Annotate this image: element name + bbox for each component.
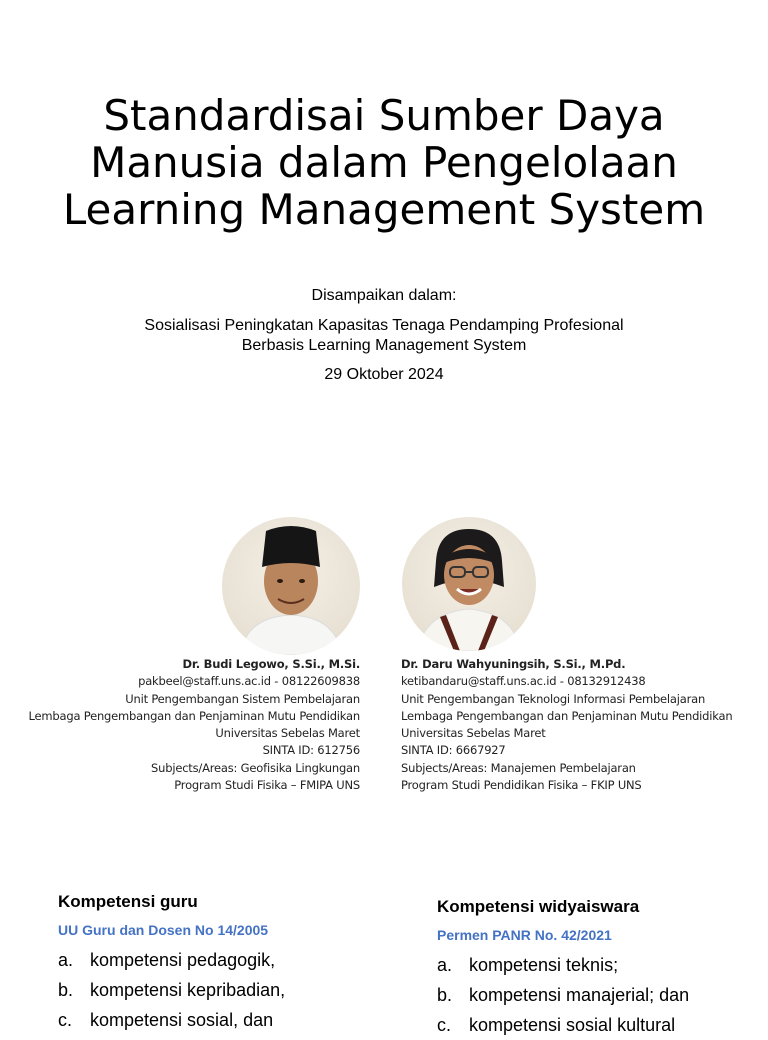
competency-heading: Kompetensi guru bbox=[58, 892, 198, 911]
title-line: Learning Management System bbox=[62, 185, 706, 234]
speaker-program: Program Studi Pendidikan Fisika – FKIP UNS bbox=[401, 778, 642, 793]
list-item-text: kompetensi pedagogik, bbox=[90, 950, 276, 970]
speaker-unit: Unit Pengembangan Sistem Pembelajaran bbox=[125, 691, 360, 706]
list-item-text: kompetensi kepribadian, bbox=[90, 980, 286, 1000]
slide-title bbox=[0, 92, 768, 233]
competency-list bbox=[437, 950, 689, 1040]
speaker-sinta: SINTA ID: 6667927 bbox=[401, 743, 506, 758]
list-marker: b. bbox=[437, 985, 453, 1005]
speaker-contact: ketibandaru@staff.uns.ac.id - 08132912438 bbox=[401, 674, 646, 689]
event-name-line1: Sosialisasi Peningkatan Kapasitas Tenaga Pendamping Profesional bbox=[144, 317, 624, 334]
competency-widyaiswara-section bbox=[437, 896, 689, 1040]
speaker-institute: Lembaga Pengembangan dan Penjaminan Mutu Pendidikan bbox=[28, 708, 360, 723]
list-marker: a. bbox=[437, 955, 453, 975]
title-line: Manusia dalam Pengelolaan bbox=[90, 138, 678, 187]
legal-reference: UU Guru dan Dosen No 14/2005 bbox=[58, 922, 269, 938]
speaker-institute: Lembaga Pengembangan dan Penjaminan Mutu Pendidikan bbox=[401, 708, 733, 723]
list-item-text: kompetensi manajerial; dan bbox=[469, 985, 690, 1005]
speaker-name: Dr. Budi Legowo, S.Si., M.Si. bbox=[182, 657, 360, 671]
list-item bbox=[437, 980, 689, 1010]
list-item bbox=[58, 975, 285, 1005]
speaker-university: Universitas Sebelas Maret bbox=[215, 726, 360, 741]
list-item bbox=[437, 1010, 689, 1040]
list-item-text: kompetensi teknis; bbox=[469, 955, 619, 975]
speaker-info-budi bbox=[29, 656, 360, 794]
speaker-name: Dr. Daru Wahyuningsih, S.Si., M.Pd. bbox=[401, 657, 626, 671]
speaker-program: Program Studi Fisika – FMIPA UNS bbox=[174, 778, 360, 793]
competency-list bbox=[58, 945, 285, 1035]
list-item bbox=[437, 950, 689, 980]
list-marker: c. bbox=[437, 1015, 452, 1035]
speaker-contact: pakbeel@staff.uns.ac.id - 08122609838 bbox=[138, 674, 360, 689]
competency-heading: Kompetensi widyaiswara bbox=[437, 897, 640, 916]
event-date: 29 Oktober 2024 bbox=[324, 366, 444, 383]
competency-guru-section bbox=[58, 891, 285, 1035]
title-line: Standardisai Sumber Daya bbox=[103, 91, 665, 140]
list-item-text: kompetensi sosial kultural bbox=[469, 1015, 676, 1035]
list-item bbox=[58, 1005, 285, 1035]
list-item bbox=[58, 945, 285, 975]
speaker-photo-budi bbox=[222, 517, 360, 655]
list-marker: b. bbox=[58, 980, 74, 1000]
list-item-text: kompetensi sosial, dan bbox=[90, 1010, 274, 1030]
speaker-sinta: SINTA ID: 612756 bbox=[262, 743, 360, 758]
presented-at-label: Disampaikan dalam: bbox=[311, 287, 457, 304]
speaker-info-daru bbox=[401, 656, 732, 794]
speaker-university: Universitas Sebelas Maret bbox=[401, 726, 546, 741]
legal-reference: Permen PANR No. 42/2021 bbox=[437, 927, 612, 943]
speaker-unit: Unit Pengembangan Teknologi Informasi Pembelajaran bbox=[401, 691, 706, 706]
speaker-subjects: Subjects/Areas: Manajemen Pembelajaran bbox=[401, 760, 636, 775]
event-name-line2: Berbasis Learning Management System bbox=[241, 337, 527, 354]
list-marker: a. bbox=[58, 950, 74, 970]
list-marker: c. bbox=[58, 1010, 73, 1030]
speaker-subjects: Subjects/Areas: Geofisika Lingkungan bbox=[151, 760, 360, 775]
speaker-photo-daru bbox=[402, 517, 536, 651]
